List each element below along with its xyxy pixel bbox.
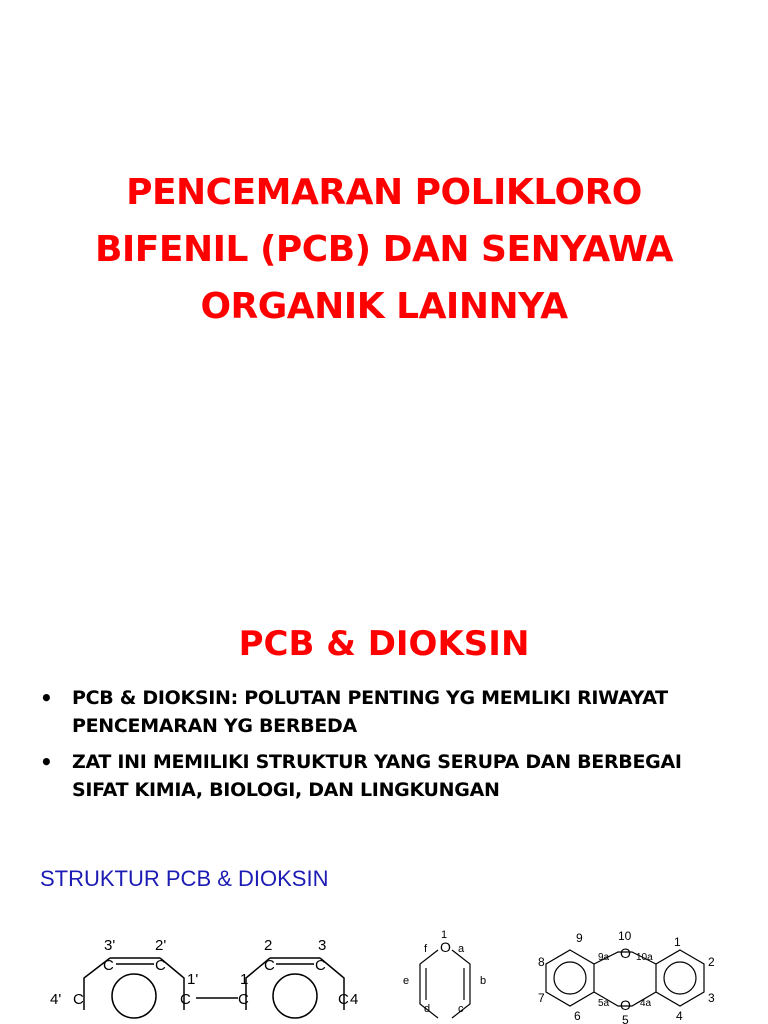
bullet-marker: •: [40, 750, 53, 774]
pos-label: 4: [676, 1009, 683, 1023]
aromatic-ring: [273, 974, 317, 1018]
pos-label: d: [424, 1003, 431, 1015]
pos-label: 3: [318, 937, 327, 954]
pos-label: 1: [674, 935, 681, 949]
atom-label: C: [338, 991, 349, 1008]
pos-label: 5: [622, 1013, 629, 1024]
pos-label: 10: [618, 929, 632, 943]
pos-label: 4': [50, 991, 62, 1008]
aromatic-ring: [554, 962, 586, 994]
chemical-structures: [0, 920, 768, 1024]
pos-label: 3': [104, 937, 116, 954]
benzene-ring: [546, 950, 594, 1006]
pos-label: c: [458, 1003, 464, 1015]
pos-label: 10a: [636, 952, 653, 963]
atom-label: O: [620, 997, 631, 1013]
pos-label: 1: [240, 971, 249, 988]
slide-1-title: [40, 164, 728, 335]
pos-label: 9: [576, 931, 583, 945]
pos-label: 1': [187, 971, 199, 988]
title-line-2: BIFENIL (PCB) DAN SENYAWA: [94, 229, 674, 270]
bullet-line: PCB & DIOKSIN: POLUTAN PENTING YG MEMLIKI RIWAYAT: [72, 687, 668, 709]
pos-label: 1: [441, 929, 448, 941]
pos-label: 6: [574, 1009, 581, 1023]
bullet-item: [40, 684, 740, 740]
pos-label: 4: [350, 991, 359, 1008]
bullet-list: [40, 684, 740, 812]
pos-label: 2': [155, 937, 167, 954]
dibenzodioxin-labels: [538, 929, 715, 1024]
pos-label: a: [458, 943, 465, 955]
pos-label: 5a: [598, 998, 610, 1009]
benzene-ring: [656, 950, 704, 1006]
atom-label: C: [264, 957, 275, 974]
pos-label: 4a: [640, 998, 652, 1009]
pos-label: 9a: [598, 952, 610, 963]
bullet-item: [40, 748, 740, 804]
bullet-marker: •: [40, 686, 53, 710]
aromatic-ring: [112, 974, 156, 1018]
atom-label: C: [103, 957, 114, 974]
slide-2-title: PCB & DIOKSIN: [238, 624, 530, 664]
pos-label: 3: [708, 991, 715, 1005]
bullet-line: SIFAT KIMIA, BIOLOGI, DAN LINGKUNGAN: [72, 779, 500, 801]
title-line-1: PENCEMARAN POLIKLORO: [126, 172, 642, 213]
atom-label: O: [620, 945, 631, 961]
title-line-3: ORGANIK LAINNYA: [200, 286, 568, 327]
aromatic-ring: [664, 962, 696, 994]
pos-label: 2: [264, 937, 273, 954]
pos-label: f: [424, 943, 428, 955]
atom-label: C: [238, 991, 249, 1008]
biphenyl-structure: [84, 958, 344, 1018]
atom-label: C: [180, 991, 191, 1008]
pos-label: 7: [538, 991, 545, 1005]
atom-label: C: [73, 991, 84, 1008]
atom-label: O: [440, 939, 451, 955]
bullet-line: ZAT INI MEMILIKI STRUKTUR YANG SERUPA DAN BERBEGAI: [72, 751, 682, 773]
pos-label: b: [480, 975, 487, 987]
atom-label: C: [155, 957, 166, 974]
dioxin-labels: [403, 929, 486, 1015]
pos-label: 2: [708, 955, 715, 969]
bullet-line: PENCEMARAN YG BERBEDA: [72, 715, 357, 737]
pos-label: 8: [538, 955, 545, 969]
pos-label: e: [403, 975, 410, 987]
atom-label: C: [315, 957, 326, 974]
structures-subtitle: STRUKTUR PCB & DIOKSIN: [40, 866, 329, 891]
